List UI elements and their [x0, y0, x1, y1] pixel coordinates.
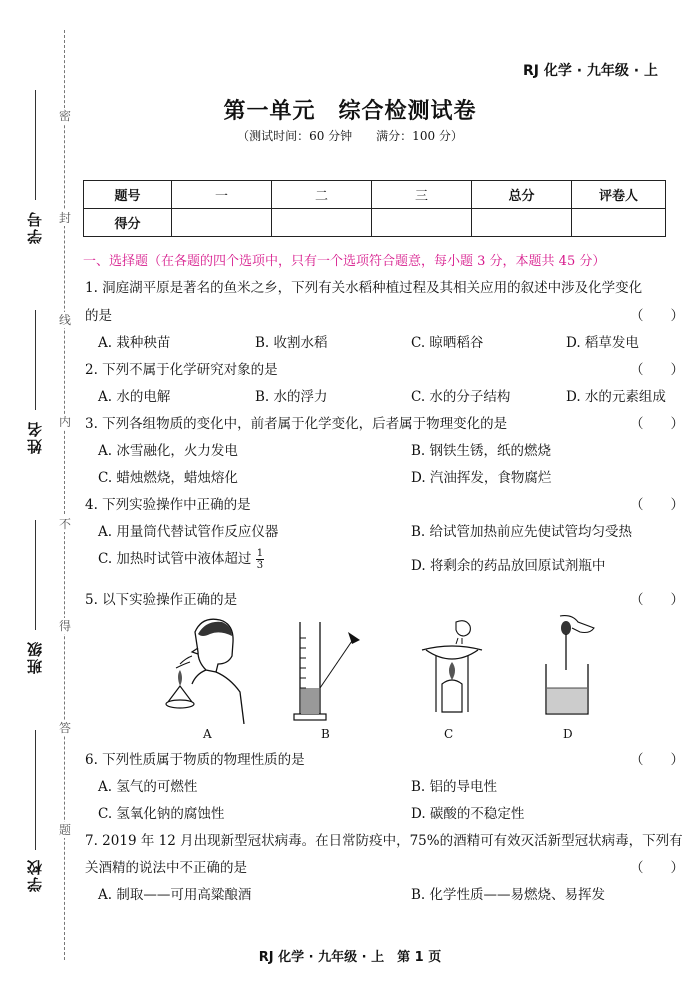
- seal-char: 题: [58, 823, 71, 837]
- q4-option-c-label: C. 加热时试管中液体超过: [98, 551, 252, 567]
- table-cell: 一: [172, 181, 272, 209]
- answer-parentheses[interactable]: （ ）: [630, 752, 684, 768]
- q6-option-c[interactable]: C. 氢氧化钠的腐蚀性: [98, 806, 225, 822]
- q2-option-d[interactable]: D. 水的元素组成: [566, 389, 666, 405]
- question-2-text: 2. 下列不属于化学研究对象的是: [85, 362, 278, 378]
- q3-option-c[interactable]: C. 蜡烛燃烧，蜡烛熔化: [98, 470, 238, 486]
- side-label-student-id: 学号: [26, 210, 44, 244]
- side-label-school: 学校: [26, 858, 44, 892]
- school-fill-line[interactable]: [35, 730, 36, 850]
- q1-option-c[interactable]: C. 晾晒稻谷: [411, 335, 484, 351]
- figure-c-evaporating-illustration[interactable]: [412, 612, 492, 722]
- figure-a-smelling-illustration[interactable]: [140, 612, 260, 724]
- score-entry-cell[interactable]: [172, 209, 272, 237]
- seal-char: 线: [58, 313, 71, 327]
- figure-label-d: D: [563, 727, 573, 741]
- q2-option-b[interactable]: B. 水的浮力: [255, 389, 328, 405]
- figure-label-a: A: [203, 727, 212, 741]
- table-cell: 总分: [472, 181, 572, 209]
- question-7-text: 7. 2019 年 12 月出现新型冠状病毒。在日常防疫中，75%的酒精可有效灭活新型冠状病毒，下列有: [85, 833, 683, 849]
- class-fill-line[interactable]: [35, 520, 36, 630]
- q4-option-b[interactable]: B. 给试管加热前应先使试管均匀受热: [411, 524, 633, 540]
- seal-char: 不: [58, 517, 71, 531]
- table-cell: 题号: [84, 181, 172, 209]
- table-cell: 评卷人: [572, 181, 666, 209]
- page-title: 第一单元 综合检测试卷: [223, 99, 477, 124]
- q1-option-a[interactable]: A. 栽种秧苗: [98, 335, 171, 351]
- score-entry-cell[interactable]: [472, 209, 572, 237]
- answer-parentheses[interactable]: （ ）: [630, 362, 684, 378]
- q4-option-d[interactable]: D. 将剩余的药品放回原试剂瓶中: [411, 558, 606, 574]
- q7-option-a[interactable]: A. 制取——可用高粱酿酒: [98, 887, 252, 903]
- question-6-text: 6. 下列性质属于物质的物理性质的是: [85, 752, 305, 768]
- q2-option-c[interactable]: C. 水的分子结构: [411, 389, 511, 405]
- exam-info: （测试时间：60 分钟 满分：100 分）: [237, 129, 463, 143]
- figure-label-c: C: [444, 727, 454, 741]
- section-heading: 一、选择题（在各题的四个选项中，只有一个选项符合题意，每小题 3 分，本题共 45 分）: [83, 254, 606, 269]
- page-footer: RJ 化学 · 九年级 · 上 第 1 页: [258, 950, 442, 965]
- score-entry-cell[interactable]: [372, 209, 472, 237]
- answer-parentheses[interactable]: （ ）: [630, 308, 684, 324]
- q3-option-d[interactable]: D. 汽油挥发，食物腐烂: [411, 470, 552, 486]
- series-label: RJ 化学 · 九年级 · 上: [523, 63, 658, 79]
- table-cell: 三: [372, 181, 472, 209]
- seal-char: 封: [58, 211, 71, 225]
- answer-parentheses[interactable]: （ ）: [630, 416, 684, 432]
- q3-option-a[interactable]: A. 冰雪融化，火力发电: [98, 443, 238, 459]
- question-5-text: 5. 以下实验操作正确的是: [85, 592, 238, 608]
- seal-char: 内: [58, 415, 71, 429]
- name-fill-line[interactable]: [35, 310, 36, 410]
- side-label-name: 姓名: [26, 420, 44, 454]
- q1-option-b[interactable]: B. 收割水稻: [255, 335, 328, 351]
- score-entry-cell[interactable]: [272, 209, 372, 237]
- q1-option-d[interactable]: D. 稻草发电: [566, 335, 639, 351]
- answer-parentheses[interactable]: （ ）: [630, 592, 684, 608]
- seal-char: 密: [58, 109, 71, 123]
- question-4-text: 4. 下列实验操作中正确的是: [85, 497, 251, 513]
- table-cell: 二: [272, 181, 372, 209]
- q4-option-c[interactable]: [98, 547, 264, 571]
- binding-dashed-line: [64, 30, 65, 960]
- question-1-text: 1. 洞庭湖平原是著名的鱼米之乡，下列有关水稻种植过程及其相关应用的叙述中涉及化学变化: [85, 280, 643, 296]
- q6-option-b[interactable]: B. 铝的导电性: [411, 779, 498, 795]
- q7-option-b[interactable]: B. 化学性质——易燃烧、易挥发: [411, 887, 606, 903]
- q6-option-d[interactable]: D. 碳酸的不稳定性: [411, 806, 525, 822]
- score-table-header-row: [84, 181, 666, 209]
- q2-option-a[interactable]: A. 水的电解: [98, 389, 171, 405]
- answer-parentheses[interactable]: （ ）: [630, 860, 684, 876]
- score-entry-cell[interactable]: [572, 209, 666, 237]
- q3-option-b[interactable]: B. 钢铁生锈，纸的燃烧: [411, 443, 552, 459]
- figure-label-b: B: [321, 727, 330, 741]
- seal-char: 答: [58, 721, 71, 735]
- q4-option-a[interactable]: A. 用量筒代替试管作反应仪器: [98, 524, 279, 540]
- question-1-text-cont: 的是: [85, 308, 112, 324]
- score-table: [83, 180, 666, 237]
- score-table-score-row: [84, 209, 666, 237]
- answer-parentheses[interactable]: （ ）: [630, 497, 684, 513]
- figure-d-dropper-illustration[interactable]: [532, 614, 602, 720]
- side-label-class: 班级: [26, 640, 44, 674]
- table-cell: 得分: [84, 209, 172, 237]
- q6-option-a[interactable]: A. 氢气的可燃性: [98, 779, 198, 795]
- question-3-text: 3. 下列各组物质的变化中，前者属于化学变化，后者属于物理变化的是: [85, 416, 508, 432]
- seal-char: 得: [58, 619, 71, 633]
- figure-b-cylinder-illustration[interactable]: [290, 618, 370, 728]
- question-7-text-cont: 关酒精的说法中不正确的是: [85, 860, 247, 876]
- fraction: $\frac{1}{3}$: [256, 548, 264, 571]
